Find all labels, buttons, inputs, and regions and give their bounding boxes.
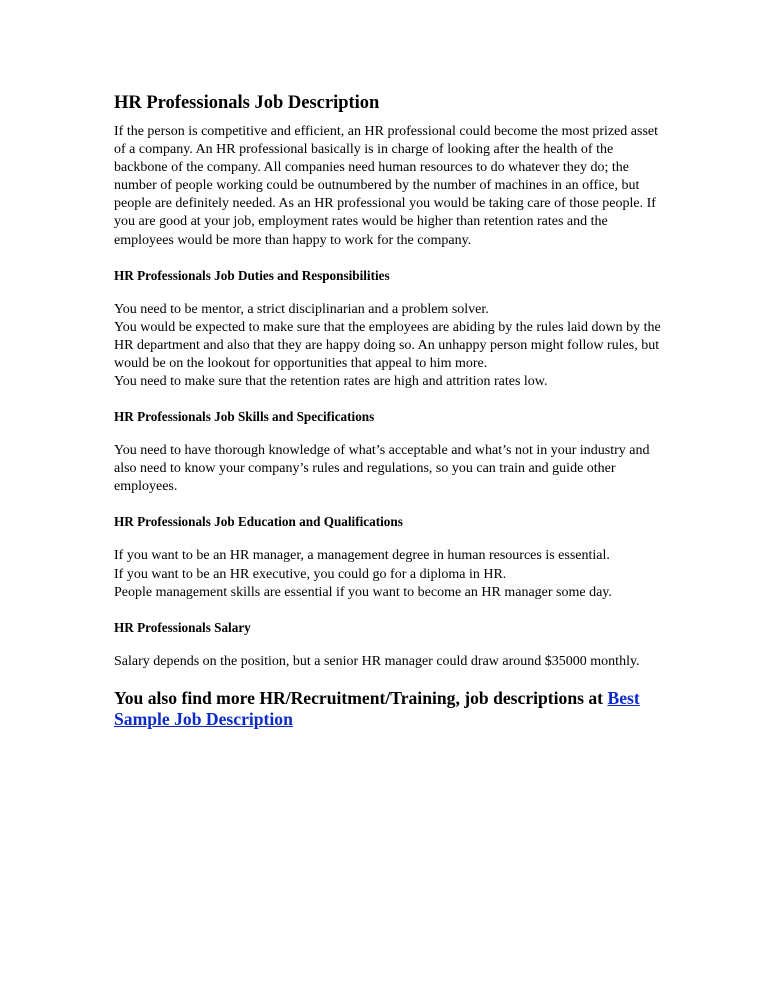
closing-statement [114, 688, 662, 731]
intro-paragraph: If the person is competitive and efficient, an HR professional could become the most prized asset of a company. An HR professional basically is in charge of looking after the health of the backbone of the company. All companies need human resources to do whatever they do; the number of people working could be outnumbered by the number of machines in an office, but people are definitely needed. As an HR professional you would be taking care of those people. If you are good at your job, employment rates would be higher than retention rates and the employees would be more than happy to work for the company. [114, 124, 659, 248]
section-skills [114, 408, 662, 496]
section-line: You need to make sure that the retention rates are high and attrition rates low. [114, 374, 548, 390]
section-line: If you want to be an HR executive, you could go for a diploma in HR. [114, 566, 507, 582]
best-sample-job-description-link[interactable]: Best Sample Job Description [114, 687, 640, 730]
section-text [114, 547, 662, 601]
page-title: HR Professionals Job Description [114, 93, 380, 113]
section-line: People management skills are essential if you want to become an HR manager some day. [114, 584, 612, 600]
section-heading: HR Professionals Job Duties and Responsibilities [114, 267, 390, 283]
section-text [114, 442, 662, 496]
section-line: If you want to be an HR manager, a management degree in human resources is essential. [114, 548, 610, 564]
section-heading: HR Professionals Job Education and Qualifications [114, 514, 403, 530]
closing-text: You also find more HR/Recruitment/Training, job descriptions at [114, 687, 608, 708]
section-education [114, 513, 662, 601]
document-page [114, 92, 662, 731]
section-text [114, 301, 662, 391]
section-duties [114, 267, 662, 391]
section-line: You need to have thorough knowledge of what’s acceptable and what’s not in your industry and also need to know your company’s rules and regulations, so you can train and guide other employees. [114, 443, 650, 495]
section-line: Salary depends on the position, but a senior HR manager could draw around $35000 monthly. [114, 653, 640, 669]
section-text [114, 653, 662, 671]
section-heading: HR Professionals Job Skills and Specifications [114, 409, 375, 425]
section-line: You need to be mentor, a strict disciplinarian and a problem solver. [114, 301, 489, 317]
section-line: You would be expected to make sure that the employees are abiding by the rules laid down by the HR department and also that they are happy doing so. An unhappy person might follow rules, but would be on the lookout for opportunities that appeal to him more. [114, 319, 661, 371]
section-salary [114, 619, 662, 671]
section-heading: HR Professionals Salary [114, 619, 251, 635]
